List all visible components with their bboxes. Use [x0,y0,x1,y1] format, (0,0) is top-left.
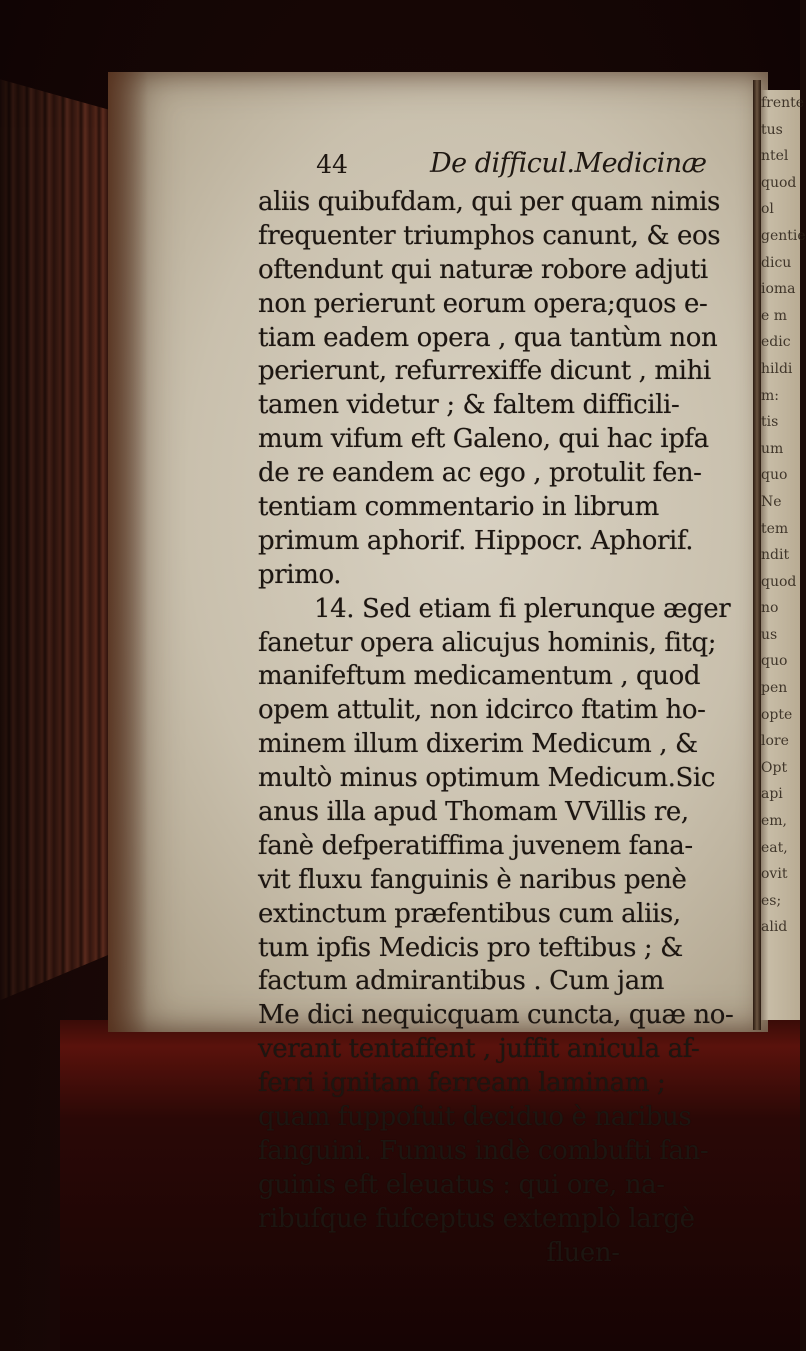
facing-page-fragment: tis [761,414,779,431]
text-line: tum ipfis Medicis pro teftibus ; & [258,932,683,963]
facing-page-fragment: em, [761,813,788,830]
facing-page-fragment: ntel [761,148,789,165]
text-line: guinis eft eleuatus : qui ore, na- [258,1169,665,1200]
text-line: fanguini. Fumus indè combufti fan- [258,1135,709,1166]
text-line: tentiam commentario in librum [258,492,659,523]
text-line: de re eandem ac ego , protulit fen- [258,458,702,489]
paragraph-start-line: 14. Sed etiam fi plerunque æger [314,593,731,624]
facing-page-fragment: e m [761,307,788,324]
text-line: anus illa apud Thomam VVillis re, [258,797,689,828]
text-line: opem attulit, non idcirco ftatim ho- [258,695,706,726]
facing-page-fragment: api [761,786,783,803]
facing-page-fragment: Ne [761,493,782,510]
facing-page-fragment: frente [761,95,805,111]
facing-page-fragment: quo [761,467,788,484]
facing-page-fragment: us [761,626,778,643]
running-title: De difficul.Medicinæ [430,148,707,179]
text-line: aliis quibufdam, qui per quam nimis [258,187,720,217]
facing-page-fragment: ol [761,201,774,218]
facing-page-fragment: tus [761,121,783,138]
catchword: fluen- [546,1237,620,1268]
facing-page-fragment: ovit [761,866,788,883]
facing-page-fragment: Opt [761,759,788,776]
text-line: factum admirantibus . Cum jam [258,966,665,997]
facing-page-fragment: m: [761,387,779,404]
text-line: primo. [258,559,342,590]
facing-page-fragment: eat, [761,839,788,856]
text-line: tiam eadem opera , qua tantùm non [258,322,718,353]
text-line: extinctum præfentibus cum aliis, [258,898,681,929]
text-line: verant tentaffent , juffit anicula af- [258,1034,700,1065]
text-line: manifeftum medicamentum , quod [258,661,701,692]
text-line: mum vifum eft Galeno, qui hac ipfa [258,424,709,455]
text-line: non perierunt eorum opera;quos e- [258,288,708,319]
facing-page-fragment: tem [761,520,789,537]
text-line: perierunt, refurrexiffe dicunt , mihi [258,356,711,387]
text-line: tamen videtur ; & faltem difficili- [258,390,680,421]
facing-page-fragment: no [761,600,779,617]
facing-page-fragment: ndit [761,547,790,564]
text-line: ferri ignitam ferream laminam ; [258,1068,666,1099]
text-line: minem illum dixerim Medicum , & [258,729,698,760]
text-line: vit fluxu fanguinis è naribus penè [258,864,687,895]
facing-page-fragment: lore [761,733,789,750]
facing-page-fragment: dicu [761,254,792,271]
text-line: ribufque fufceptus extemplò largè [258,1203,695,1234]
text-line: fanetur opera alicujus hominis, fitq; [258,627,717,658]
text-line: quam fuppofuit deciduo è naribus [258,1102,692,1133]
text-line: primum aphorif. Hippocr. Aphorif. [258,525,694,556]
text-line: frequenter triumphos canunt, & eos [258,220,721,251]
facing-page-fragment: ioma [761,281,796,298]
page-number: 44 [316,150,348,179]
facing-page-fragment: alid [761,919,788,936]
facing-page-fragment: hildi [761,360,793,377]
facing-page-fragment: es; [761,892,782,909]
facing-page-fragment: pen [761,680,788,697]
facing-page-fragment: quod [761,174,797,191]
text-line: oftendunt qui naturæ robore adjuti [258,254,708,285]
facing-page-fragment: gentie [761,227,806,244]
facing-page-fragment: um [761,440,784,457]
facing-page-fragment: opte [761,706,793,723]
text-line: Me dici nequicquam cuncta, quæ no- [258,1000,734,1031]
facing-page-fragment: quod [761,573,797,590]
facing-page-fragment: edic [761,334,791,351]
text-line: fanè defperatiffima juvenem fana- [258,830,693,861]
facing-page-fragment: quo [761,653,788,670]
body-text [258,186,758,1271]
facing-page-edge [758,90,806,1020]
running-head [0,150,800,184]
text-line: multò minus optimum Medicum.Sic [258,763,716,794]
